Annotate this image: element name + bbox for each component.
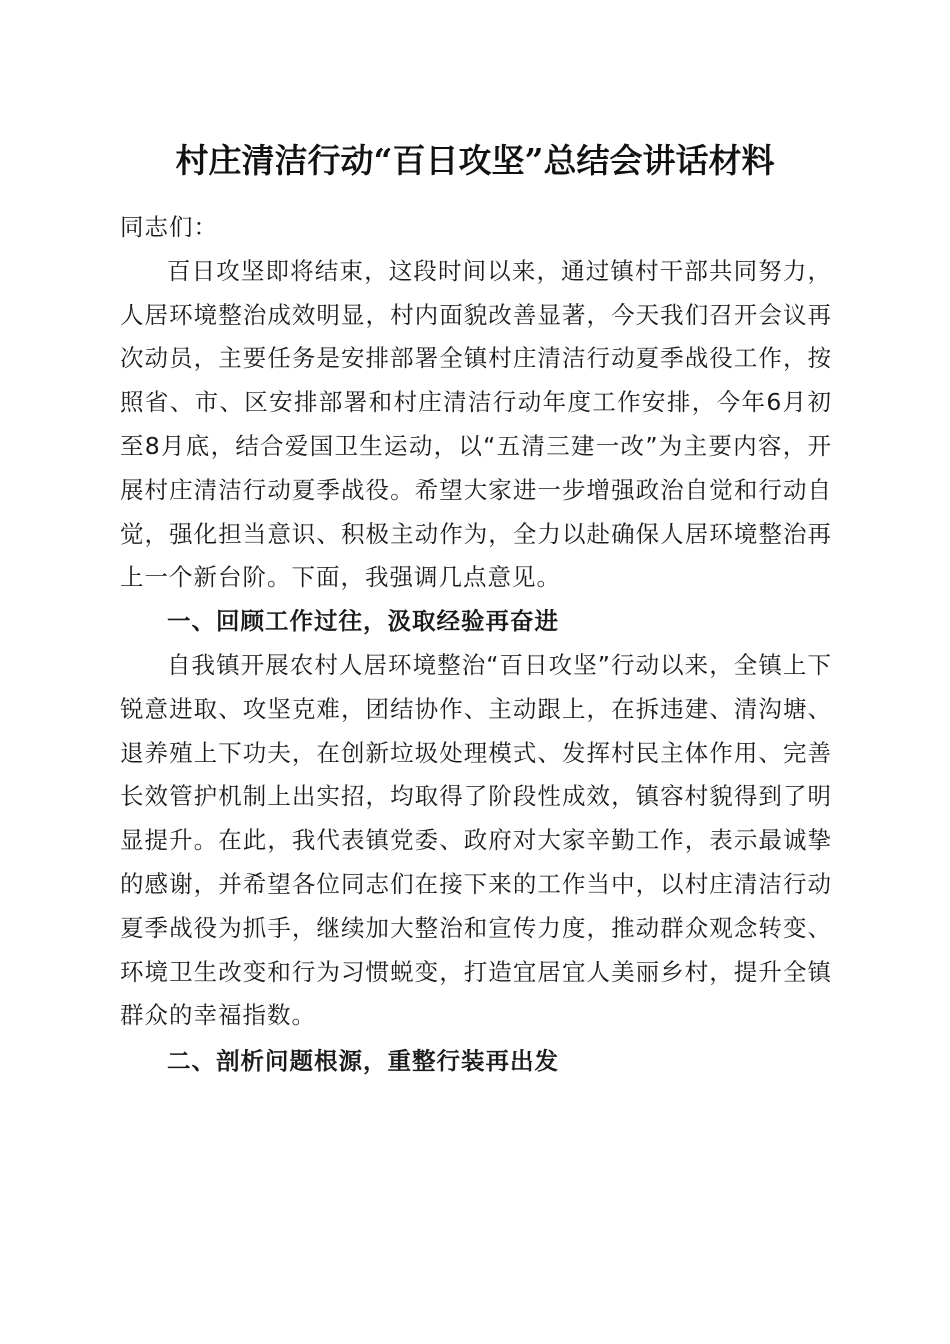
section-heading-2: 二、剖析问题根源，重整行装再出发 [167,1047,559,1076]
salutation: 同志们： [120,213,218,241]
section-heading-1: 一、回顾工作过往，汲取经验再奋进 [167,607,559,636]
intro-paragraph: 百日攻坚即将结束，这段时间以来，通过镇村干部共同努力，人居环境整治成效明显，村内面貌改善显著，今天我们召开会议再次动员，主要任务是安排部署全镇村庄清洁行动夏季战役工作，按照省、市、区安排部署和村庄清洁行动年度工作安排，今年6月初至8月底，结合爱国卫生运动，以“五清三建一改”为主要内容，开展村庄清洁行动夏季战役。希望大家进一步增强政治自觉和行动自觉，强化担当意识、积极主动作为，全力以赴确保人居环境整治再上一个新台阶。下面，我强调几点意见。 [120,256,832,592]
document-body [120,206,832,1084]
section-1-paragraph: 自我镇开展农村人居环境整治“百日攻坚”行动以来，全镇上下锐意进取、攻坚克难，团结协作、主动跟上，在拆违建、清沟塘、退养殖上下功夫，在创新垃圾处理模式、发挥村民主体作用、完善长效管护机制上出实招，均取得了阶段性成效，镇容村貌得到了明显提升。在此，我代表镇党委、政府对大家辛勤工作，表示最诚挚的感谢，并希望各位同志们在接下来的工作当中，以村庄清洁行动夏季战役为抓手，继续加大整治和宣传力度，推动群众观念转变、环境卫生改变和行为习惯蜕变，打造宜居宜人美丽乡村，提升全镇群众的幸福指数。 [120,650,832,1030]
document-title: 村庄清洁行动“百日攻坚”总结会讲话材料 [175,141,775,180]
